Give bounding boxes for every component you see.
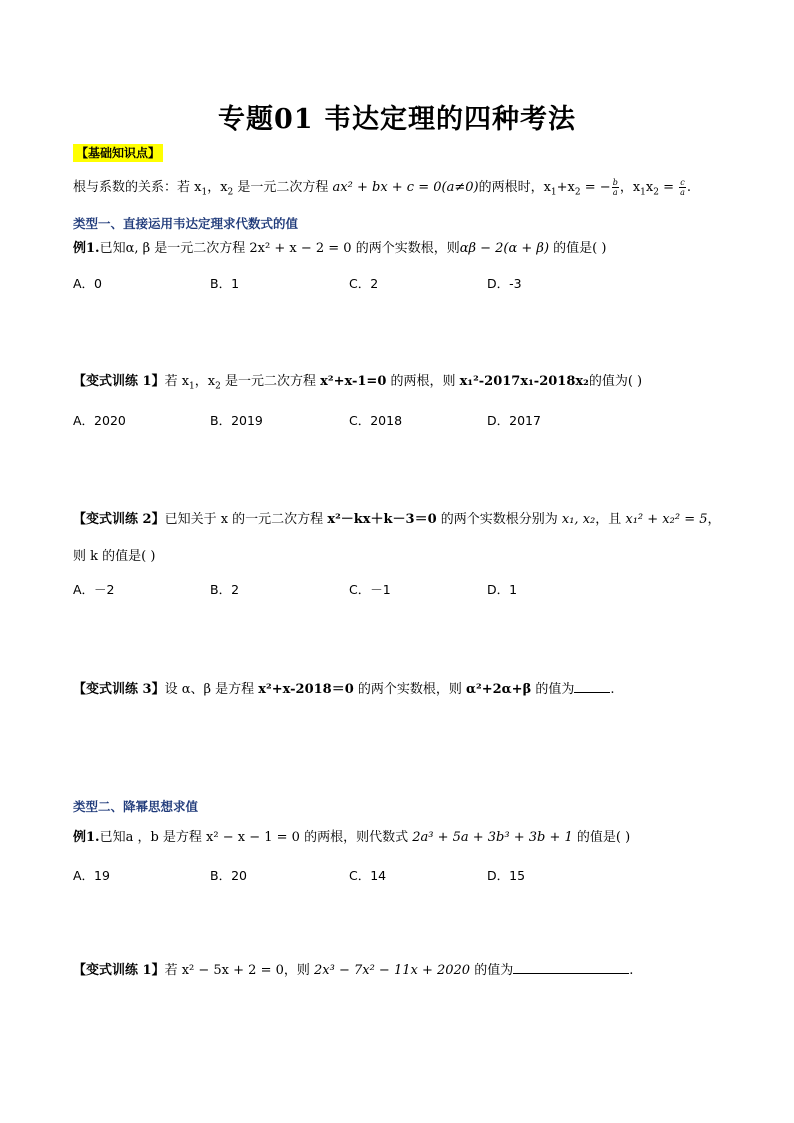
subscript: 1	[550, 187, 557, 198]
question-text: ，	[707, 512, 721, 527]
option-b[interactable]: B．2019	[210, 413, 263, 428]
math-expression: αβ − 2(α + β)	[459, 241, 550, 256]
example-1-options	[73, 274, 733, 292]
subscript: 1	[201, 187, 208, 198]
intro-text: +x	[556, 180, 575, 195]
intro-text: =	[658, 180, 679, 195]
option-a[interactable]: A．0	[73, 276, 103, 291]
intro-text: ，x	[619, 180, 641, 195]
option-c[interactable]: C．2	[349, 276, 379, 291]
math-equation: x²+x-2018＝0	[258, 682, 354, 697]
subscript: 2	[227, 187, 234, 198]
question-text: 的值是( )	[572, 830, 631, 845]
page-title: 专题01 韦达定理的四种考法	[218, 104, 576, 135]
variant-3-question	[73, 680, 614, 699]
question-text: 的值为	[531, 682, 575, 697]
math-expression: 2x³ − 7x² − 11x + 2020	[314, 963, 471, 978]
math-equation: x²－kx＋k－3＝0	[327, 512, 437, 527]
option-a[interactable]: A．19	[73, 868, 110, 883]
option-c[interactable]: C．14	[349, 868, 387, 883]
section-heading-type-two: 类型二、降幂思想求值	[73, 799, 199, 814]
answer-blank[interactable]	[574, 680, 610, 693]
variant-4-question	[73, 961, 633, 980]
question-text: 的值为( )	[588, 374, 643, 389]
intro-text: x	[645, 180, 654, 195]
variant-1-question	[73, 373, 642, 391]
question-text: ，且	[595, 512, 626, 527]
intro-text: ，x	[207, 180, 228, 195]
option-c[interactable]: C．2018	[349, 413, 403, 428]
question-text: 的值是( )	[549, 241, 607, 256]
option-d[interactable]: D．2017	[487, 413, 541, 428]
question-label: 【变式训练 1】	[73, 963, 165, 978]
quadratic-equation: ax² + bx + c = 0(a≠0)	[332, 180, 479, 195]
math-condition: x₁² + x₂² = 5	[625, 512, 708, 527]
option-c[interactable]: C．－1	[349, 582, 391, 597]
answer-blank[interactable]	[513, 961, 629, 974]
question-text: 若 x² − 5x + 2 = 0，则	[164, 963, 315, 978]
math-equation: x²+x-1=0	[320, 374, 387, 389]
subscript: 1	[640, 187, 646, 198]
question-text: 的两个实数根分别为	[436, 512, 562, 527]
math-expression: x₁²-2017x₁-2018x₂	[459, 374, 589, 389]
intro-line	[73, 178, 691, 197]
option-a[interactable]: A．2020	[73, 413, 126, 428]
question-text: 已知α, β 是一元二次方程 2x² + x − 2 = 0 的两个实数根，则	[99, 241, 460, 256]
intro-text: .	[686, 180, 692, 195]
fraction-b-over-a: $\frac{b}{a}$	[612, 178, 618, 197]
variant-1-options	[73, 411, 733, 429]
example-1-question	[73, 240, 606, 258]
example-2-question	[73, 829, 630, 847]
math-roots: x₁, x₂	[561, 512, 596, 527]
question-label: 例1.	[73, 241, 100, 256]
option-d[interactable]: D．1	[487, 582, 518, 597]
variant-2-question	[73, 511, 721, 529]
question-text: 是一元二次方程	[220, 374, 321, 389]
question-label: 【变式训练 1】	[73, 374, 165, 389]
example-2-options	[73, 866, 733, 884]
question-text: 设 α、β 是方程	[164, 682, 259, 697]
question-text: 的两个实数根，则	[353, 682, 467, 697]
intro-text: 的两根时，x	[478, 180, 551, 195]
question-text: 已知a ，b 是方程 x² − x − 1 = 0 的两根，则代数式	[99, 830, 413, 845]
variant-2-options	[73, 580, 733, 598]
question-label: 【变式训练 3】	[73, 682, 165, 697]
math-expression: 2a³ + 5a + 3b³ + 3b + 1	[412, 830, 573, 845]
intro-text: 是一元二次方程	[233, 180, 333, 195]
question-text: 若 x	[164, 374, 190, 389]
intro-text: = −	[580, 180, 611, 195]
section-heading-type-one: 类型一、直接运用韦达定理求代数式的值	[73, 216, 299, 231]
option-a[interactable]: A．－2	[73, 582, 115, 597]
subscript: 2	[215, 381, 221, 392]
math-expression: α²+2α+β	[466, 682, 532, 697]
question-text: .	[629, 963, 634, 978]
subscript: 2	[653, 187, 659, 198]
variant-2-question-line-2: 则 k 的值是( )	[73, 549, 156, 564]
question-label: 例1.	[73, 830, 100, 845]
option-b[interactable]: B．2	[210, 582, 240, 597]
intro-text: 根与系数的关系：若 x	[73, 180, 202, 195]
question-text: 已知关于 x 的一元二次方程	[164, 512, 328, 527]
fraction-c-over-a: $\frac{c}{a}$	[680, 178, 685, 197]
question-text: 的值为	[470, 963, 514, 978]
question-text: .	[610, 682, 615, 697]
option-b[interactable]: B．1	[210, 276, 240, 291]
question-text: ，x	[194, 374, 216, 389]
option-d[interactable]: D．-3	[487, 276, 522, 291]
question-text: 的两根，则	[386, 374, 460, 389]
question-label: 【变式训练 2】	[73, 512, 165, 527]
basic-knowledge-badge: 【基础知识点】	[73, 144, 163, 162]
option-b[interactable]: B．20	[210, 868, 247, 883]
subscript: 1	[189, 381, 195, 392]
subscript: 2	[574, 187, 581, 198]
option-d[interactable]: D．15	[487, 868, 526, 883]
